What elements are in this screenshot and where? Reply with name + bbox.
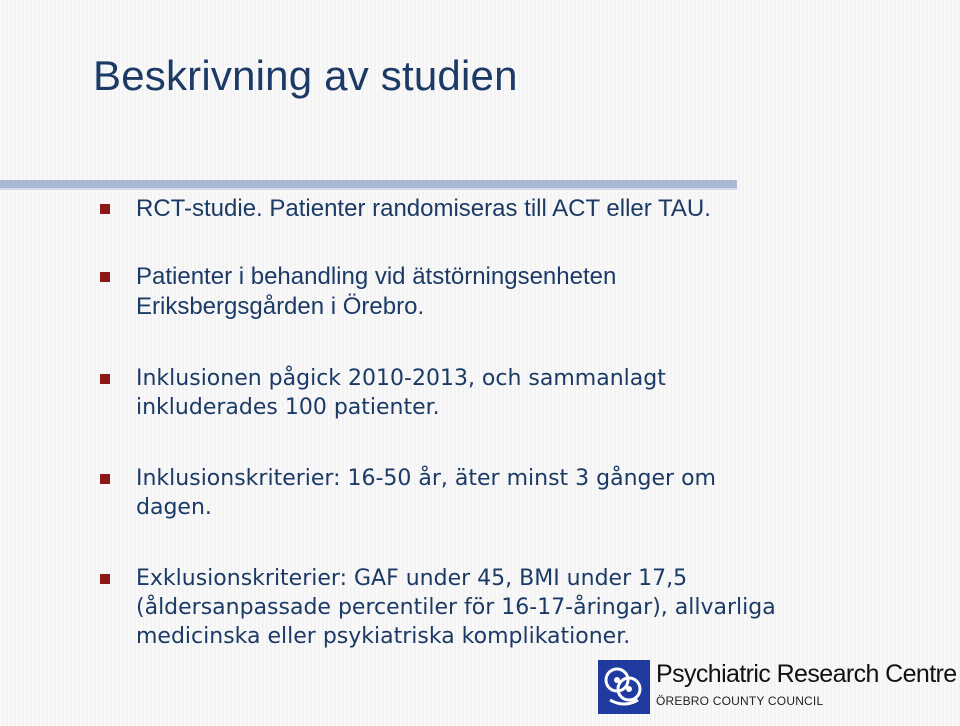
organization-logo bbox=[598, 658, 957, 718]
square-bullet-icon bbox=[100, 204, 110, 214]
logo-subtitle: ÖREBRO COUNTY COUNCIL bbox=[656, 694, 824, 708]
square-bullet-icon bbox=[100, 374, 110, 384]
bullet-line: dagen. bbox=[136, 495, 212, 520]
bullet-line: inkluderades 100 patienter. bbox=[136, 395, 440, 420]
bullet-line: Patienter i behandling vid ätstörningsenheten bbox=[136, 263, 617, 290]
bullet-line: Inklusionskriterier: 16-50 år, äter minst 3 gånger om bbox=[136, 466, 716, 491]
square-bullet-icon bbox=[100, 574, 110, 584]
bullet-text bbox=[136, 194, 711, 224]
logo-title: Psychiatric Research Centre bbox=[656, 660, 957, 688]
bullet-text bbox=[136, 564, 776, 651]
bullet-text bbox=[136, 364, 666, 422]
bullet-text bbox=[136, 262, 616, 322]
logo-emblem-icon bbox=[598, 660, 650, 714]
square-bullet-icon bbox=[100, 272, 110, 282]
slide-title: Beskrivning av studien bbox=[93, 52, 518, 99]
bullet-text bbox=[136, 464, 716, 522]
bullet-line: Exklusionskriterier: GAF under 45, BMI under 17,5 bbox=[136, 566, 688, 591]
bullet-line: Inklusionen pågick 2010-2013, och sammanlagt bbox=[136, 366, 666, 391]
bullet-line: RCT-studie. Patienter randomiseras till ACT eller TAU. bbox=[136, 195, 711, 222]
bullet-line: medicinska eller psykiatriska komplikationer. bbox=[136, 624, 631, 649]
square-bullet-icon bbox=[100, 474, 110, 484]
bullet-line: Eriksbergsgården i Örebro. bbox=[136, 293, 425, 320]
bullet-line: (åldersanpassade percentiler för 16-17-åringar), allvarliga bbox=[136, 595, 776, 620]
